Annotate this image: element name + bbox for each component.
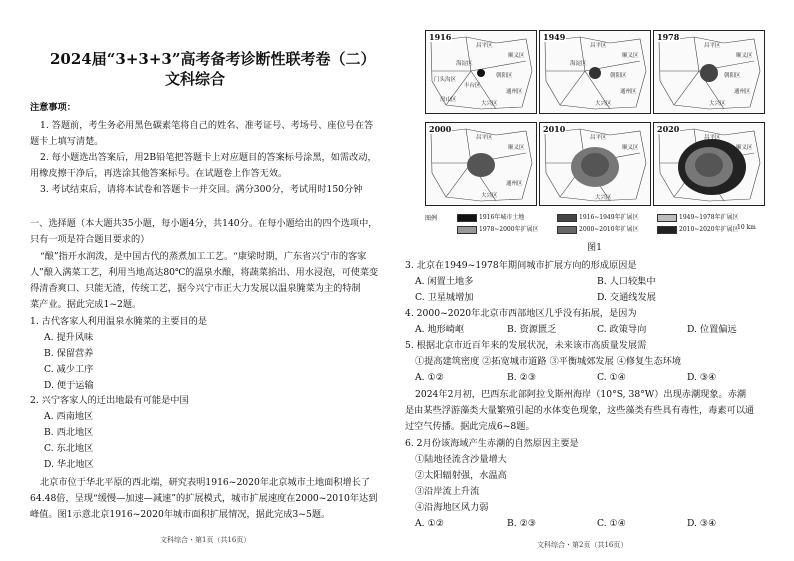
q6-item: ③沿岸流上升流 <box>415 486 480 497</box>
passage-line: 菜产业。据此完成1~2题。 <box>30 299 142 310</box>
q2-option-b: B. 西北地区 <box>44 427 94 438</box>
district-label: 通州区 <box>734 89 751 95</box>
district-label: 门头沟区 <box>434 77 457 83</box>
district-label: 通州区 <box>620 89 637 95</box>
section-heading: 一、选择题（本大题共35小题，每小题4分，共140分。在每小题给出的四个选项中， <box>30 218 378 229</box>
legend-item: 1916~1949年扩展区 <box>557 212 639 222</box>
map-year: 2000 <box>429 124 452 134</box>
right-page <box>397 0 794 561</box>
passage3-line: 2024年2月初，巴西东北部阿拉戈斯州海岸（10°S, 38°W）出现赤潮现象。赤潮 <box>415 389 747 400</box>
map-2020 <box>653 122 765 206</box>
legend-item: 1978~2000年扩展区 <box>457 224 539 234</box>
q6-item: ①陆地径流含沙量增大 <box>415 454 507 465</box>
map-1978 <box>653 30 765 114</box>
district-label: 顺义区 <box>736 145 753 151</box>
q6-item: ④沿海地区风力弱 <box>415 502 489 513</box>
district-label: 大兴区 <box>481 193 498 199</box>
page-footer: 文科综合・第2页（共16页） <box>537 541 628 549</box>
q5-items: ①提高建筑密度 ②拓宽城市道路 ③平衡城郊发展 ④修复生态环境 <box>415 356 682 367</box>
district-label: 昌平区 <box>590 43 607 49</box>
q3-option-a: A. 闲置土地多 <box>415 276 474 287</box>
q1-option-a: A. 提升风味 <box>44 332 94 343</box>
urban-area <box>467 153 495 177</box>
map-1916 <box>425 30 537 114</box>
q6-item: ②太阳辐射强，水温高 <box>415 470 507 481</box>
passage3-line: 过空气传播。据此完成6~8题。 <box>405 421 535 432</box>
district-label: 顺义区 <box>736 53 753 59</box>
district-label: 大兴区 <box>595 195 612 201</box>
passage-line: 得清香爽口、只能无渣，传统工艺，据今兴宁市正大力发展以温泉腌菜为主的特制 <box>30 283 361 294</box>
map-1949 <box>539 30 651 114</box>
q3-option-d: D. 交通线发展 <box>597 292 656 303</box>
q5-option-d: D. ③④ <box>687 372 717 383</box>
q2-option-d: D. 华北地区 <box>44 459 94 470</box>
district-label: 昌平区 <box>590 135 607 141</box>
map-2010 <box>539 122 651 206</box>
passage-line: “酿”指开水润泼，是中国古代的蒸煮加工工艺。“康梁时期，广东省兴宁市的客家 <box>40 251 367 262</box>
q5-option-a: A. ①② <box>415 372 444 383</box>
map-year: 1916 <box>429 32 452 42</box>
map-year: 1949 <box>543 32 566 42</box>
scale-bar: 10 km <box>737 224 756 231</box>
district-label: 海淀区 <box>570 61 587 67</box>
legend-item: 1949~1978年扩展区 <box>657 212 739 222</box>
legend-item: 2010~2020年扩展区 <box>657 224 739 234</box>
figure-caption: 图1 <box>587 242 603 253</box>
passage2-line: 北京市位于华北平原的西北端，研究表明1916~2020年北京城市土地面积增长了 <box>40 477 371 488</box>
q5-option-b: B. ②③ <box>507 372 537 383</box>
passage2-line: 64.48倍，呈现“缓慢—加速—减速”的扩展模式，城市扩展速度在2000~2010年达到 <box>30 493 378 504</box>
district-label: 通州区 <box>506 89 523 95</box>
q3-option-b: B. 人口较集中 <box>597 276 656 287</box>
q4-option-c: C. 政策导向 <box>597 324 647 335</box>
q4-option-a: A. 地形崎岖 <box>415 324 465 335</box>
passage2-line: 峰值。图1示意北京1916~2020年城市面积扩展情况，据此完成3~5题。 <box>30 509 331 520</box>
district-label: 朝阳区 <box>610 73 627 79</box>
passage3-line: 是由某些浮游藻类大量繁殖引起的水体变色现象，这些藻类有些具有毒性，毒素可以通 <box>405 405 755 416</box>
map-year: 2010 <box>543 124 566 134</box>
district-label: 顺义区 <box>508 53 525 59</box>
notice-line: 2. 每小题选出答案后，用2B铅笔把答题卡上对应题目的答案标号涂黑，如需改动， <box>40 152 377 163</box>
district-label: 朝阳区 <box>724 73 741 79</box>
district-label: 顺义区 <box>622 53 639 59</box>
notice-header: 注意事项： <box>30 102 76 113</box>
q2-option-c: C. 东北地区 <box>44 443 94 454</box>
urban-area <box>700 64 718 82</box>
q3-option-c: C. 卫星城增加 <box>415 292 474 303</box>
question-6: 6. 2月份该海域产生赤潮的自然原因主要是 <box>405 438 579 449</box>
page-footer: 文科综合・第1页（共16页） <box>160 536 251 544</box>
question-4: 4. 2000~2020年北京市西部地区几乎没有拓展，是因为 <box>405 308 637 319</box>
district-label: 昌平区 <box>476 135 493 141</box>
q4-option-b: B. 资源匮乏 <box>507 324 557 335</box>
map-2000 <box>425 122 537 206</box>
q6-option-c: C. ①④ <box>597 518 627 529</box>
question-5: 5. 根据北京市近百年来的发展状况，未来该市高质量发展需 <box>405 340 647 351</box>
passage-line: 人”酿入满菜工艺，利用当地高达80℃的温泉水酿，将蔬菜掐出、用水浸泡，可使菜变 <box>30 267 379 278</box>
legend-title: 图例 <box>425 215 438 222</box>
district-label: 昌平区 <box>704 43 721 49</box>
q4-option-d: D. 位置偏远 <box>687 324 737 335</box>
legend-item: 2000~2010年扩展区 <box>557 224 639 234</box>
urban-area <box>477 69 485 77</box>
district-label: 朝阳区 <box>496 73 513 79</box>
q1-option-c: C. 减少工序 <box>44 364 94 375</box>
district-label: 顺义区 <box>622 145 639 151</box>
district-label: 大兴区 <box>595 101 612 107</box>
district-label: 顺义区 <box>508 145 525 151</box>
district-label: 大兴区 <box>709 101 726 107</box>
question-3: 3. 北京在1949~1978年期间城市扩展方向的形成原因是 <box>405 260 637 271</box>
map-year: 2020 <box>657 124 680 134</box>
section-heading-cont: 只有一项是符合题目要求的） <box>30 234 150 245</box>
notice-line: 题卡上填写清楚。 <box>30 136 104 147</box>
exam-title: 2024届“3+3+3”高考备考诊断性联考卷（二） <box>50 50 376 68</box>
question-1: 1. 古代客家人利用温泉水腌菜的主要目的是 <box>30 316 208 327</box>
q6-option-d: D. ③④ <box>687 518 717 529</box>
notice-line: 1. 答题前，考生务必用黑色碳素笔将自己的姓名、准考证号、考场号、座位号在答 <box>40 120 374 131</box>
q1-option-b: B. 保留营养 <box>44 348 94 359</box>
urban-area <box>589 67 601 79</box>
q5-option-c: C. ①④ <box>597 372 627 383</box>
legend-item: 1916年城市土地 <box>457 212 524 222</box>
district-label: 大兴区 <box>481 101 498 107</box>
notice-line: 用橡皮擦干净后，再选涂其他答案标号。在试题卷上作答无效。 <box>30 168 288 179</box>
exam-subtitle: 文科综合 <box>165 70 226 88</box>
q6-option-b: B. ②③ <box>507 518 537 529</box>
district-label: 昌平区 <box>704 135 721 141</box>
district-label: 丰台区 <box>464 83 481 89</box>
district-label: 海淀区 <box>456 61 473 67</box>
q1-option-d: D. 便于运输 <box>44 380 94 391</box>
map-year: 1978 <box>657 32 680 42</box>
district-label: 房山区 <box>440 97 457 103</box>
q6-option-a: A. ①② <box>415 518 444 529</box>
notice-line: 3. 考试结束后，请将本试卷和答题卡一并交回。满分300分，考试用时150分钟 <box>40 184 363 195</box>
district-label: 昌平区 <box>476 43 493 49</box>
question-2: 2. 兴宁客家人的迁出地最有可能是中国 <box>30 395 189 406</box>
district-label: 通州区 <box>506 181 523 187</box>
q2-option-a: A. 西南地区 <box>44 411 94 422</box>
